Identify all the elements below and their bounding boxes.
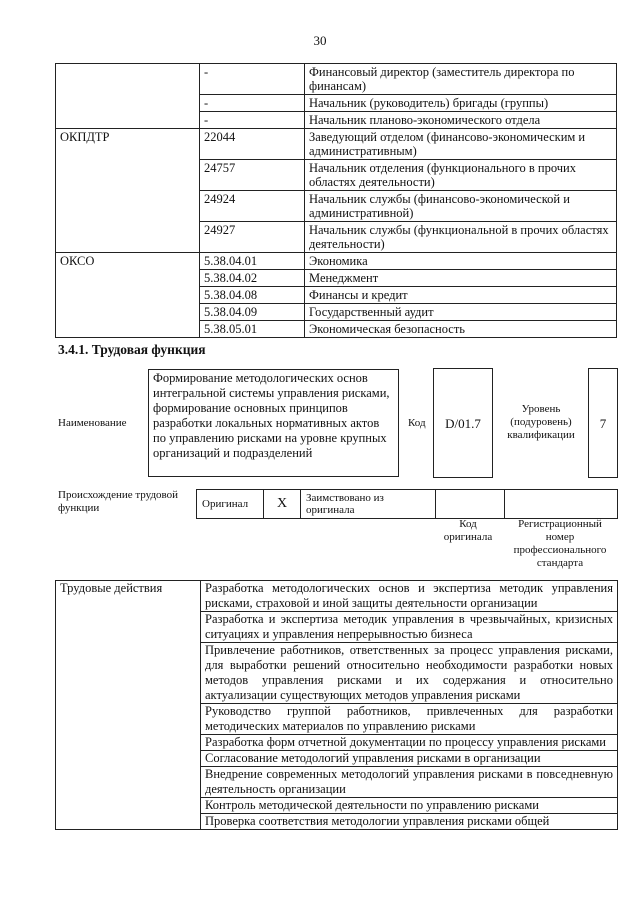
action-item: Согласование методологий управления рисками в организации bbox=[201, 751, 618, 767]
section-heading: 3.4.1. Трудовая функция bbox=[58, 342, 206, 357]
action-item: Привлечение работников, ответственных за процесс управления рисками, для выработки решений относительно необходимости разработки новых методов управления рисками и их содержания и относительно актуализации существующих методов управления рисками bbox=[201, 643, 618, 704]
actions-label: Трудовые действия bbox=[56, 581, 201, 830]
reg-caption: Регистрационный номер профессионального стандарта bbox=[513, 518, 607, 569]
action-row bbox=[56, 581, 618, 612]
classifier-name: ОКСО bbox=[56, 253, 200, 338]
classifier-code: 24927 bbox=[200, 222, 305, 253]
classifier-code: 5.38.04.01 bbox=[200, 253, 305, 270]
action-item: Руководство группой работников, привлеченных для разработки методических материалов по управлению рисками bbox=[201, 704, 618, 735]
occupation-name: Экономическая безопасность bbox=[305, 321, 617, 338]
page-number: 30 bbox=[313, 33, 327, 48]
occupation-name: Государственный аудит bbox=[305, 304, 617, 321]
original-label: Оригинал bbox=[197, 490, 264, 519]
occupation-name: Экономика bbox=[305, 253, 617, 270]
occupation-name: Финансовый директор (заместитель директора по финансам) bbox=[305, 64, 617, 95]
labor-actions-table bbox=[55, 580, 618, 830]
borrowed-label: Заимствовано из оригинала bbox=[301, 490, 436, 519]
level-value-box: 7 bbox=[588, 368, 618, 478]
classifier-code: - bbox=[200, 95, 305, 112]
origin-table bbox=[196, 489, 618, 519]
occupation-name: Заведующий отделом (финансово-экономическим и административным) bbox=[305, 129, 617, 160]
classifier-code: 24924 bbox=[200, 191, 305, 222]
name-label: Наименование bbox=[58, 417, 127, 429]
classification-table bbox=[55, 63, 617, 338]
classification-row bbox=[56, 129, 617, 160]
action-item: Разработка форм отчетной документации по процессу управления рисками bbox=[201, 735, 618, 751]
classifier-code: 24757 bbox=[200, 160, 305, 191]
classifier-code: 5.38.05.01 bbox=[200, 321, 305, 338]
code-caption: Код оригинала bbox=[443, 518, 493, 543]
function-code-box: D/01.7 bbox=[433, 368, 493, 478]
action-item: Разработка и экспертиза методик управления в чрезвычайных, кризисных ситуациях и управления непрерывностью бизнеса bbox=[201, 612, 618, 643]
classifier-name bbox=[56, 64, 200, 129]
classification-row bbox=[56, 253, 617, 270]
action-item: Проверка соответствия методологии управления рисками общей bbox=[201, 814, 618, 830]
occupation-name: Финансы и кредит bbox=[305, 287, 617, 304]
classifier-code: 5.38.04.02 bbox=[200, 270, 305, 287]
occupation-name: Начальник службы (финансово-экономической и административной) bbox=[305, 191, 617, 222]
occupation-name: Начальник службы (функциональной в прочих областях деятельности) bbox=[305, 222, 617, 253]
classifier-name: ОКПДТР bbox=[56, 129, 200, 253]
occupation-name: Начальник планово-экономического отдела bbox=[305, 112, 617, 129]
code-label: Код bbox=[408, 417, 426, 429]
reg-number-cell bbox=[505, 490, 618, 519]
origin-label: Происхождение трудовой функции bbox=[58, 489, 179, 514]
level-label: Уровень (подуровень) квалификации bbox=[507, 403, 575, 441]
action-item: Разработка методологических основ и экспертиза методик управления рисками, страховой и иной защиты деятельности организации bbox=[201, 581, 618, 612]
action-item: Внедрение современных методологий управления рисками в повседневную деятельность организации bbox=[201, 767, 618, 798]
occupation-name: Начальник отделения (функционального в прочих областях деятельности) bbox=[305, 160, 617, 191]
classifier-code: - bbox=[200, 64, 305, 95]
occupation-name: Менеджмент bbox=[305, 270, 617, 287]
original-mark: X bbox=[264, 490, 301, 519]
original-code-cell bbox=[436, 490, 505, 519]
classifier-code: 5.38.04.09 bbox=[200, 304, 305, 321]
classifier-code: 22044 bbox=[200, 129, 305, 160]
occupation-name: Начальник (руководитель) бригады (группы) bbox=[305, 95, 617, 112]
classifier-code: - bbox=[200, 112, 305, 129]
classifier-code: 5.38.04.08 bbox=[200, 287, 305, 304]
function-name-box: Формирование методологических основ интегральной системы управления рисками, формирование основных принципов разработки локальных нормативных актов по управлению рисками на уровне крупных организаций и подразделений bbox=[148, 369, 399, 477]
action-item: Контроль методической деятельности по управлению рисками bbox=[201, 798, 618, 814]
classification-row bbox=[56, 64, 617, 95]
